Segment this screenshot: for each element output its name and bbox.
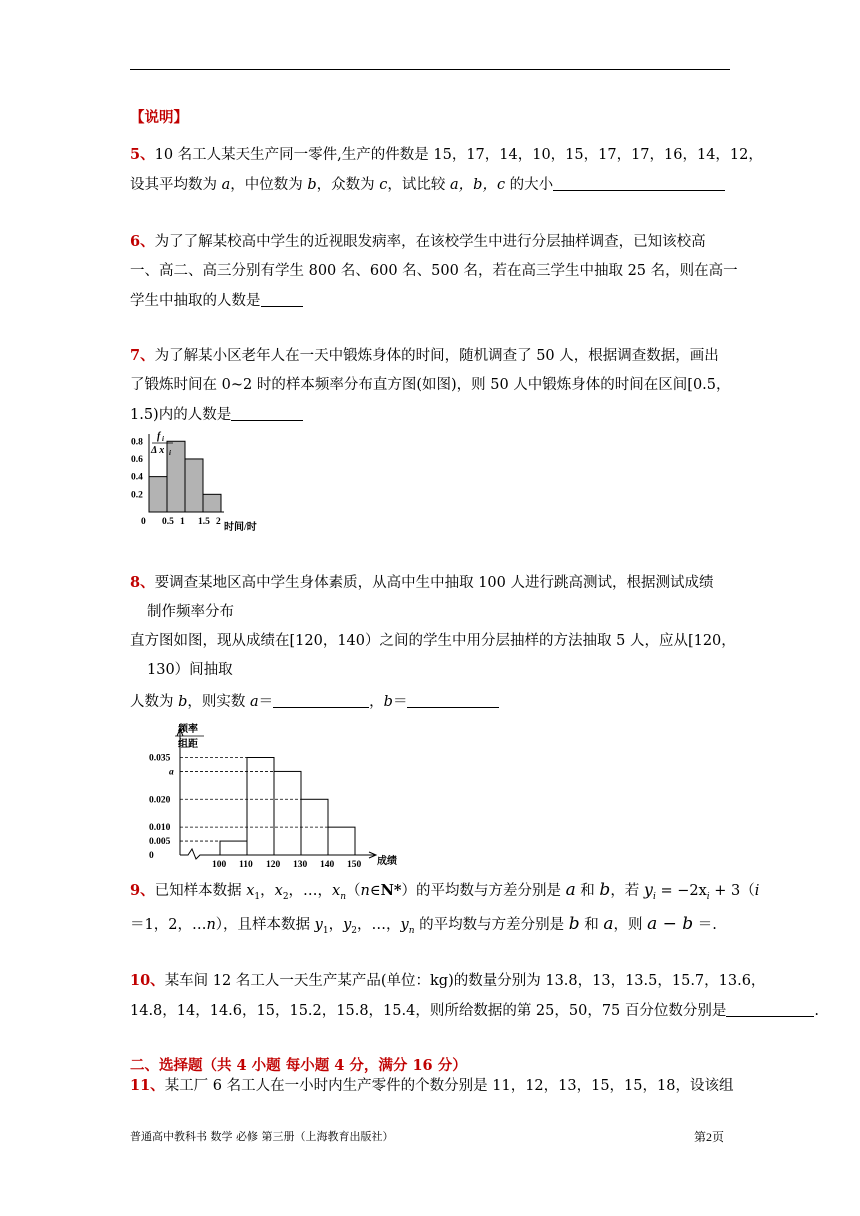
q8-line2: 制作频率分布 [147, 604, 234, 620]
q9-line1: 9、已知样本数据 $x_1$，$x_2$，…，$x_n(n\in N*)$的平均数与方差分别是 a 和 b，若 $y_i = -2x_i + 3(i$ [130, 880, 760, 902]
q9-answer-end[interactable]: . [712, 917, 717, 933]
q7-x-tick-label: 0.5 [162, 517, 174, 527]
q8-x-tick-label: 120 [266, 860, 281, 870]
q7-y-tick-label: 0.4 [131, 472, 143, 483]
q7-ylabel-denominator: Δ x [151, 445, 165, 456]
q10-answer-blank[interactable] [726, 1000, 814, 1017]
q10-number: 10、 [130, 972, 165, 989]
section-note: 【说明】 [130, 109, 188, 126]
q5-answer-blank[interactable] [553, 174, 725, 191]
q8-answer-b-blank[interactable] [407, 691, 499, 708]
section-2-heading: 二、选择题（共 4 小题 每小题 4 分，满分 16 分） [130, 1057, 467, 1074]
q7-line1: 7、为了解某小区老年人在一天中锻炼身体的时间，随机调查了 50 人，根据调查数据，画出 [130, 347, 719, 364]
q7-bar [203, 494, 221, 512]
q7-x-tick-label: 0 [141, 517, 146, 527]
q9-line2: ＝1，2，…n），且样本数据 $y_1$，$y_2$，…，$y_n$ 的平均数与方差分别是 b 和 a，则 a − b ＝. [130, 914, 717, 936]
q7-y-tick-label: 0.6 [131, 454, 143, 465]
q7-y-tick-label: 0.8 [131, 437, 143, 448]
q8-x-axis [180, 849, 375, 859]
q7-line2: 了锻炼时间在 0~2 时的样本频率分布直方图(如图)，则 50 人中锻炼身体的时间在区间[0.5， [130, 377, 731, 393]
q6-answer-blank[interactable] [261, 290, 303, 307]
q7-bar [185, 459, 203, 512]
footer-page-number: 第2页 [694, 1130, 725, 1144]
q8-x-tick-label: 110 [239, 860, 253, 870]
q8-line3: 直方图如图，现从成绩在[120，140）之间的学生中用分层抽样的方法抽取 5 人，应从[120， [130, 633, 736, 649]
q6-number: 6、 [130, 233, 155, 250]
footer-book-title: 普通高中教科书 数学 必修 第三册（上海教育出版社） [130, 1130, 394, 1143]
q11-line1: 11、某工厂 6 名工人在一小时内生产零件的个数分别是 11，12，13，15，15，18，设该组 [130, 1077, 734, 1094]
q8-y-tick-label: 0.035 [149, 753, 171, 764]
q7-histogram [128, 426, 278, 536]
q6-line1: 6、为了了解某校高中学生的近视眼发病率，在该校学生中进行分层抽样调查，已知该校高 [130, 233, 706, 250]
q8-ylabel-bottom: 组距 [178, 739, 198, 750]
q7-bar [149, 477, 167, 512]
q7-x-tick-label: 1.5 [198, 517, 210, 527]
q8-x-tick-label: 130 [293, 860, 308, 870]
q8-bar [328, 827, 355, 855]
q8-x-tick-label: 100 [212, 860, 227, 870]
q7-number: 7、 [130, 347, 155, 364]
q8-line4: 130）间抽取 [147, 662, 233, 678]
q8-y-tick-label: 0.020 [149, 795, 171, 806]
q10-line2: 14.8，14，14.6，15，15.2，15.8，15.4，则所给数据的第 25，50，75 百分位数分别是 . [130, 1000, 819, 1021]
q7-x-tick-label: 1 [180, 517, 185, 527]
q7-x-tick-label: 2 [216, 517, 221, 527]
q5-number: 5、 [130, 146, 155, 163]
q8-histogram [140, 718, 410, 873]
q8-x-tick-label: 140 [320, 860, 335, 870]
q8-y-tick-label: 0.005 [149, 837, 171, 848]
q8-x-tick-label: 150 [347, 860, 362, 870]
q5-line2: 设其平均数为 a，中位数为 b，众数为 c，试比较 a，b，c 的大小 [130, 174, 725, 195]
q8-bar [247, 758, 274, 856]
q8-bar [220, 841, 247, 855]
q6-line2: 一、高二、高三分别有学生 800 名、600 名、500 名，若在高三学生中抽取 25 名，则在高一 [130, 263, 738, 279]
q7-ylabel-denominator-sub: i [169, 449, 171, 457]
q8-xlabel: 成绩 [377, 856, 397, 867]
q9-number: 9、 [130, 882, 155, 899]
q8-ylabel-top: 频率 [178, 724, 198, 735]
q8-line1: 8、要调查某地区高中学生身体素质，从高中生中抽取 100 人进行跳高测试，根据测试成绩 [130, 574, 714, 591]
q7-y-tick-label: 0.2 [131, 490, 143, 501]
q8-answer-a-blank[interactable] [273, 691, 369, 708]
q11-number: 11、 [130, 1077, 165, 1094]
q7-line3: 1.5)内的人数是 [130, 404, 303, 425]
q8-number: 8、 [130, 574, 155, 591]
q7-ylabel-numerator-sub: i [162, 435, 164, 443]
q8-line5: 人数为 b，则实数 a＝ ，b＝ [130, 691, 499, 712]
q8-bar [274, 771, 301, 855]
q6-line3: 学生中抽取的人数是 [130, 290, 303, 311]
q8-y-tick-label: 0 [149, 851, 154, 861]
q8-y-tick-label: a [169, 767, 174, 778]
header-rule [130, 69, 730, 70]
q7-ylabel-numerator: f [157, 431, 161, 442]
q8-y-tick-label: 0.010 [149, 823, 171, 834]
q5-line1: 5、10 名工人某天生产同一零件,生产的件数是 15，17，14，10，15，17，17，16，14，12， [130, 146, 763, 163]
q7-answer-blank[interactable] [231, 404, 303, 421]
q10-line1: 10、某车间 12 名工人一天生产某产品(单位：kg)的数量分别为 13.8，13，13.5，15.7，13.6， [130, 972, 766, 989]
q7-xlabel: 时间/时 [224, 522, 257, 533]
